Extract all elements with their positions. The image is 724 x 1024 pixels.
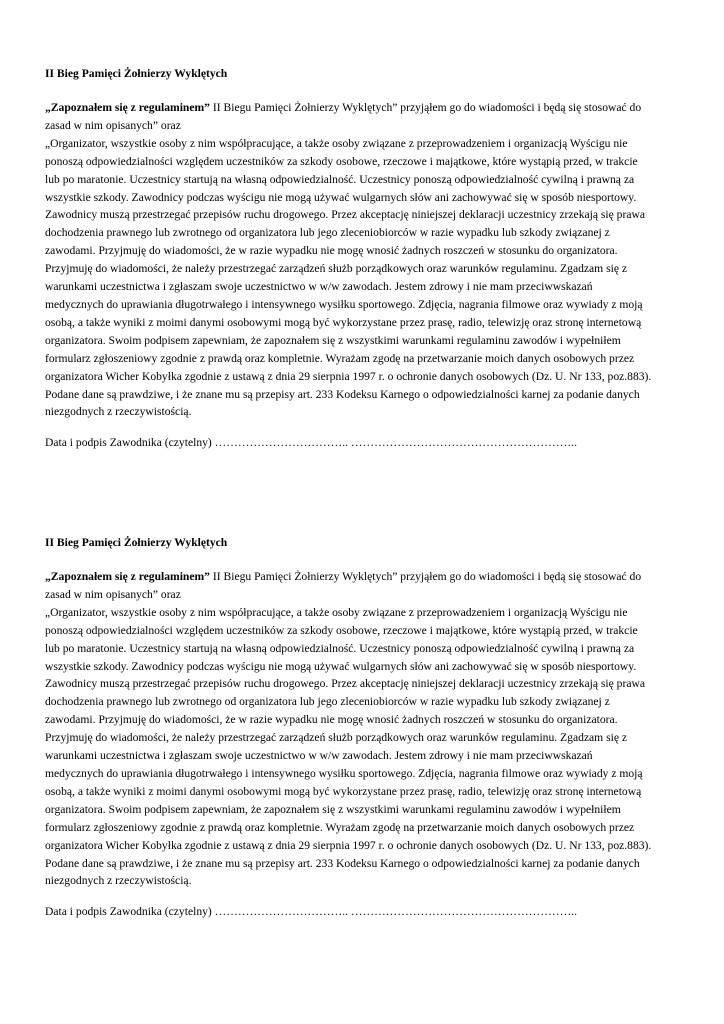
declaration-line: Przyjmuję do wiadomości, że należy przestrzegać zarządzeń służb porządkowych oraz warunków regulaminu. Zgadzam się z [45, 262, 628, 276]
declaration-line: ponoszą odpowiedzialności względem uczestników za szkody osobowe, rzeczowe i majątkowe, które wystąpią przed, w trakcie [45, 623, 638, 637]
document-title: II Bieg Pamięci Żołnierzy Wyklętych [45, 67, 228, 80]
declaration-line: zawodami. Przyjmuję do wiadomości, że w razie wypadku nie mogę wnosić żadnych roszczeń w stosunku do organizatora. [45, 713, 618, 727]
declaration-line: Zawodnicy muszą przestrzegać przepisów ruchu drogowego. Przez akceptację niniejszej deklaracji uczestnicy zrzekają się prawa [45, 208, 646, 222]
declaration-line: Podane dane są prawdziwe, i że znane mu są przepisy art. 233 Kodeksu Karnego o odpowiedzialności karnej za podanie danych [45, 387, 640, 401]
declaration-line: organizatora. Swoim podpisem zapewniam, że zapoznałem się z wszystkimi warunkami regulaminu zawodów i wypełniłem [45, 333, 621, 347]
declaration-lead-line [45, 99, 685, 117]
declaration-line: Zawodnicy muszą przestrzegać przepisów ruchu drogowego. Przez akceptację niniejszej deklaracji uczestnicy zrzekają się prawa [45, 677, 646, 691]
signature-line: Data i podpis Zawodnika (czytelny) …………………………….. ………………………………………………….. [45, 905, 577, 919]
declaration-line: zawodami. Przyjmuję do wiadomości, że w razie wypadku nie mogę wnosić żadnych roszczeń w stosunku do organizatora. [45, 244, 618, 258]
declaration-line: osobą, a także wyniki z moimi danymi osobowymi mogą być wykorzystane przez prasę, radio, telewizję oraz stronę internetową [45, 784, 642, 798]
declaration-line: organizatora Wicher Kobyłka zgodnie z ustawą z dnia 29 sierpnia 1997 r. o ochronie danych osobowych (Dz. U. Nr 133, poz.883). [45, 838, 652, 852]
declaration-line: medycznych do uprawiania długotrwałego i intensywnego wysiłku sportowego. Zdjęcia, nagrania filmowe oraz wywiady z moją [45, 297, 643, 311]
declaration-line: lub po maratonie. Uczestnicy startują na własną odpowiedzialność. Uczestnicy ponoszą odpowiedzialność cywilną i prawną za [45, 172, 635, 186]
declaration-line: osobą, a także wyniki z moimi danymi osobowymi mogą być wykorzystane przez prasę, radio, telewizję oraz stronę internetową [45, 315, 642, 329]
declaration-lead-bold: „Zapoznałem się z regulaminem” [45, 570, 210, 583]
declaration-line: „Organizator, wszystkie osoby z nim współpracujące, a także osoby związane z przeprowadzeniem i organizacją Wyścigu nie [45, 605, 628, 619]
declaration-line: niezgodnych z rzeczywistością. [45, 405, 192, 419]
declaration-line: dochodzenia prawnego lub zwrotnego od organizatora lub jego zleceniobiorców w razie wypadku lub szkody związanej z [45, 695, 610, 709]
declaration-line: zasad w nim opisanych” oraz [45, 118, 181, 132]
declaration-line: Przyjmuję do wiadomości, że należy przestrzegać zarządzeń służb porządkowych oraz warunków regulaminu. Zgadzam się z [45, 731, 628, 745]
declaration-lead-bold: „Zapoznałem się z regulaminem” [45, 101, 210, 114]
declaration-line: organizatora Wicher Kobyłka zgodnie z ustawą z dnia 29 sierpnia 1997 r. o ochronie danych osobowych (Dz. U. Nr 133, poz.883). [45, 369, 652, 383]
declaration-line: ponoszą odpowiedzialności względem uczestników za szkody osobowe, rzeczowe i majątkowe, które wystąpią przed, w trakcie [45, 154, 638, 168]
declaration-line: formularz zgłoszeniowy zgodnie z prawdą oraz kompletnie. Wyrażam zgodę na przetwarzanie moich danych osobowych przez [45, 351, 635, 365]
signature-line: Data i podpis Zawodnika (czytelny) …………………………….. ………………………………………………….. [45, 436, 577, 450]
declaration-line: Podane dane są prawdziwe, i że znane mu są przepisy art. 233 Kodeksu Karnego o odpowiedzialności karnej za podanie danych [45, 856, 640, 870]
declaration-line: „Organizator, wszystkie osoby z nim współpracujące, a także osoby związane z przeprowadzeniem i organizacją Wyścigu nie [45, 136, 628, 150]
declaration-line: warunkami uczestnictwa i zgłaszam swoje uczestnictwo w w/w zawodach. Jestem zdrowy i nie mam przeciwwskazań [45, 280, 593, 294]
declaration-line: niezgodnych z rzeczywistością. [45, 874, 192, 888]
declaration-line: medycznych do uprawiania długotrwałego i intensywnego wysiłku sportowego. Zdjęcia, nagrania filmowe oraz wywiady z moją [45, 766, 643, 780]
declaration-line: zasad w nim opisanych” oraz [45, 587, 181, 601]
document-title: II Bieg Pamięci Żołnierzy Wyklętych [45, 536, 228, 549]
declaration-line: organizatora. Swoim podpisem zapewniam, że zapoznałem się z wszystkimi warunkami regulaminu zawodów i wypełniłem [45, 802, 621, 816]
declaration-line: warunkami uczestnictwa i zgłaszam swoje uczestnictwo w w/w zawodach. Jestem zdrowy i nie mam przeciwwskazań [45, 749, 593, 763]
declaration-lead-rest: II Biegu Pamięci Żołnierzy Wyklętych” przyjąłem go do wiadomości i będą się stosować do [209, 101, 642, 114]
declaration-form-1 [45, 66, 685, 451]
declaration-line: lub po maratonie. Uczestnicy startują na własną odpowiedzialność. Uczestnicy ponoszą odpowiedzialność cywilną i prawną za [45, 641, 635, 655]
declaration-line: wszystkie szkody. Zawodnicy podczas wyścigu nie mogą używać wulgarnych słów ani zachowywać się w sposób niesportowy. [45, 659, 637, 673]
declaration-lead-rest: II Biegu Pamięci Żołnierzy Wyklętych” przyjąłem go do wiadomości i będą się stosować do [209, 570, 642, 583]
declaration-line: formularz zgłoszeniowy zgodnie z prawdą oraz kompletnie. Wyrażam zgodę na przetwarzanie moich danych osobowych przez [45, 820, 635, 834]
declaration-line: wszystkie szkody. Zawodnicy podczas wyścigu nie mogą używać wulgarnych słów ani zachowywać się w sposób niesportowy. [45, 190, 637, 204]
declaration-line: dochodzenia prawnego lub zwrotnego od organizatora lub jego zleceniobiorców w razie wypadku lub szkody związanej z [45, 226, 610, 240]
declaration-lead-line [45, 568, 685, 586]
declaration-form-2 [45, 535, 685, 920]
